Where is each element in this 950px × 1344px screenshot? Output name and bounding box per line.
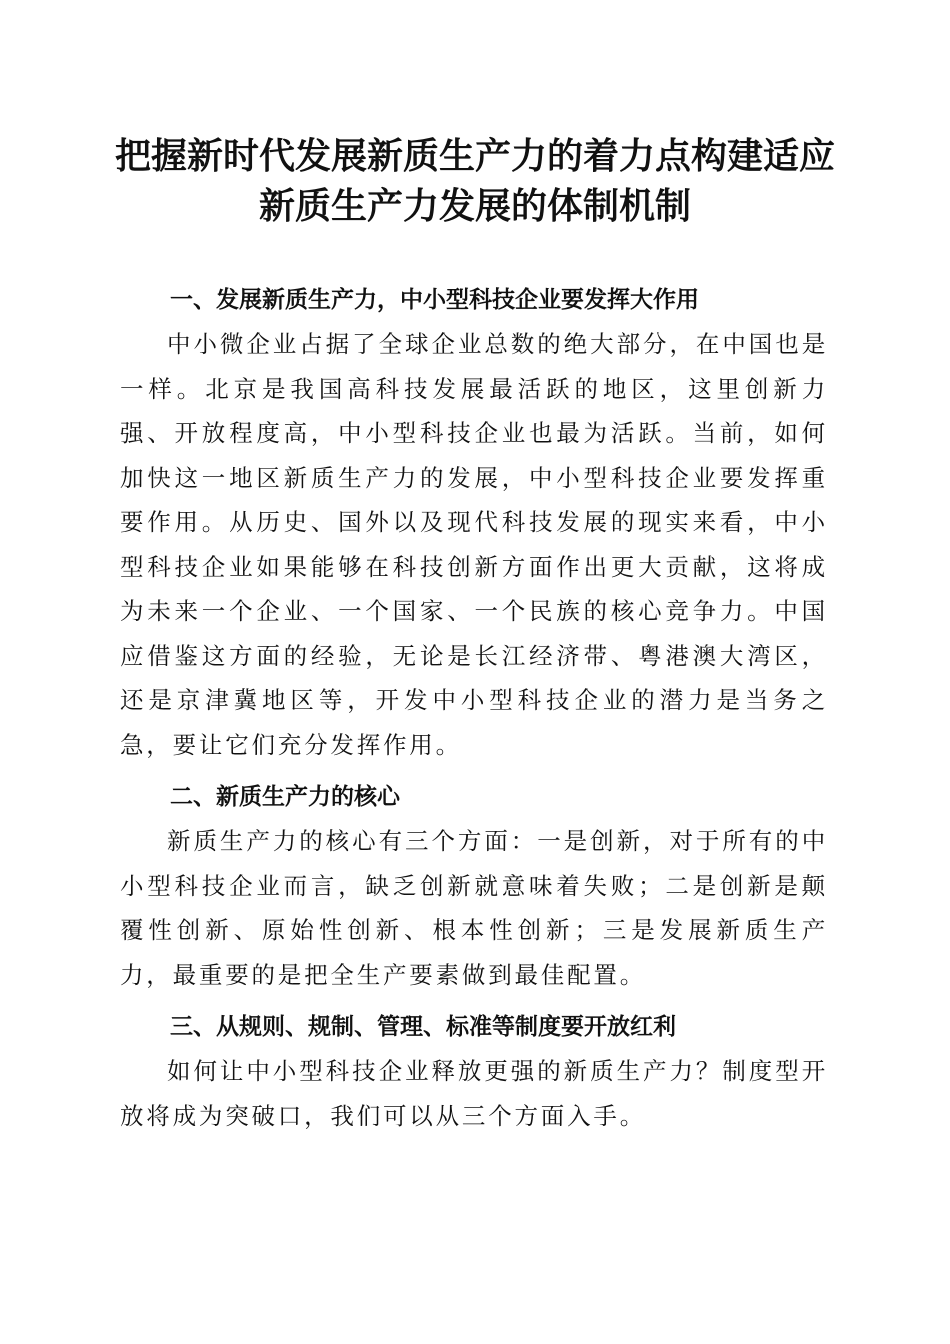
document-title	[100, 132, 850, 232]
document-body	[120, 278, 828, 1138]
title-line-1: 把握新时代发展新质生产力的着力点构建适应	[114, 136, 835, 177]
section-1-paragraph: 中小微企业占据了全球企业总数的绝大部分，在中国也是一样。北京是我国高科技发展最活跃的地区，这里创新力强、开放程度高，中小型科技企业也最为活跃。当前，如何加快这一地区新质生产力的发展，中小型科技企业要发挥重要作用。从历史、国外以及现代科技发展的现实来看，中小型科技企业如果能够在科技创新方面作出更大贡献，这将成为未来一个企业、一个国家、一个民族的核心竞争力。中国应借鉴这方面的经验，无论是长江经济带、粤港澳大湾区，还是京津冀地区等，开发中小型科技企业的潜力是当务之急，要让它们充分发挥作用。	[120, 330, 828, 759]
title-line-2: 新质生产力发展的体制机制	[258, 186, 691, 227]
section-2-heading: 二、新质生产力的核心	[170, 784, 400, 810]
section-2-paragraph: 新质生产力的核心有三个方面：一是创新，对于所有的中小型科技企业而言，缺乏创新就意味着失败；二是创新是颠覆性创新、原始性创新、根本性创新；三是发展新质生产力，最重要的是把全生产要素做到最佳配置。	[120, 827, 828, 989]
section-1-heading: 一、发展新质生产力，中小型科技企业要发挥大作用	[170, 287, 699, 313]
section-3-paragraph: 如何让中小型科技企业释放更强的新质生产力？制度型开放将成为突破口，我们可以从三个方面入手。	[120, 1057, 828, 1130]
section-3-heading: 三、从规则、规制、管理、标准等制度要开放红利	[170, 1014, 676, 1040]
